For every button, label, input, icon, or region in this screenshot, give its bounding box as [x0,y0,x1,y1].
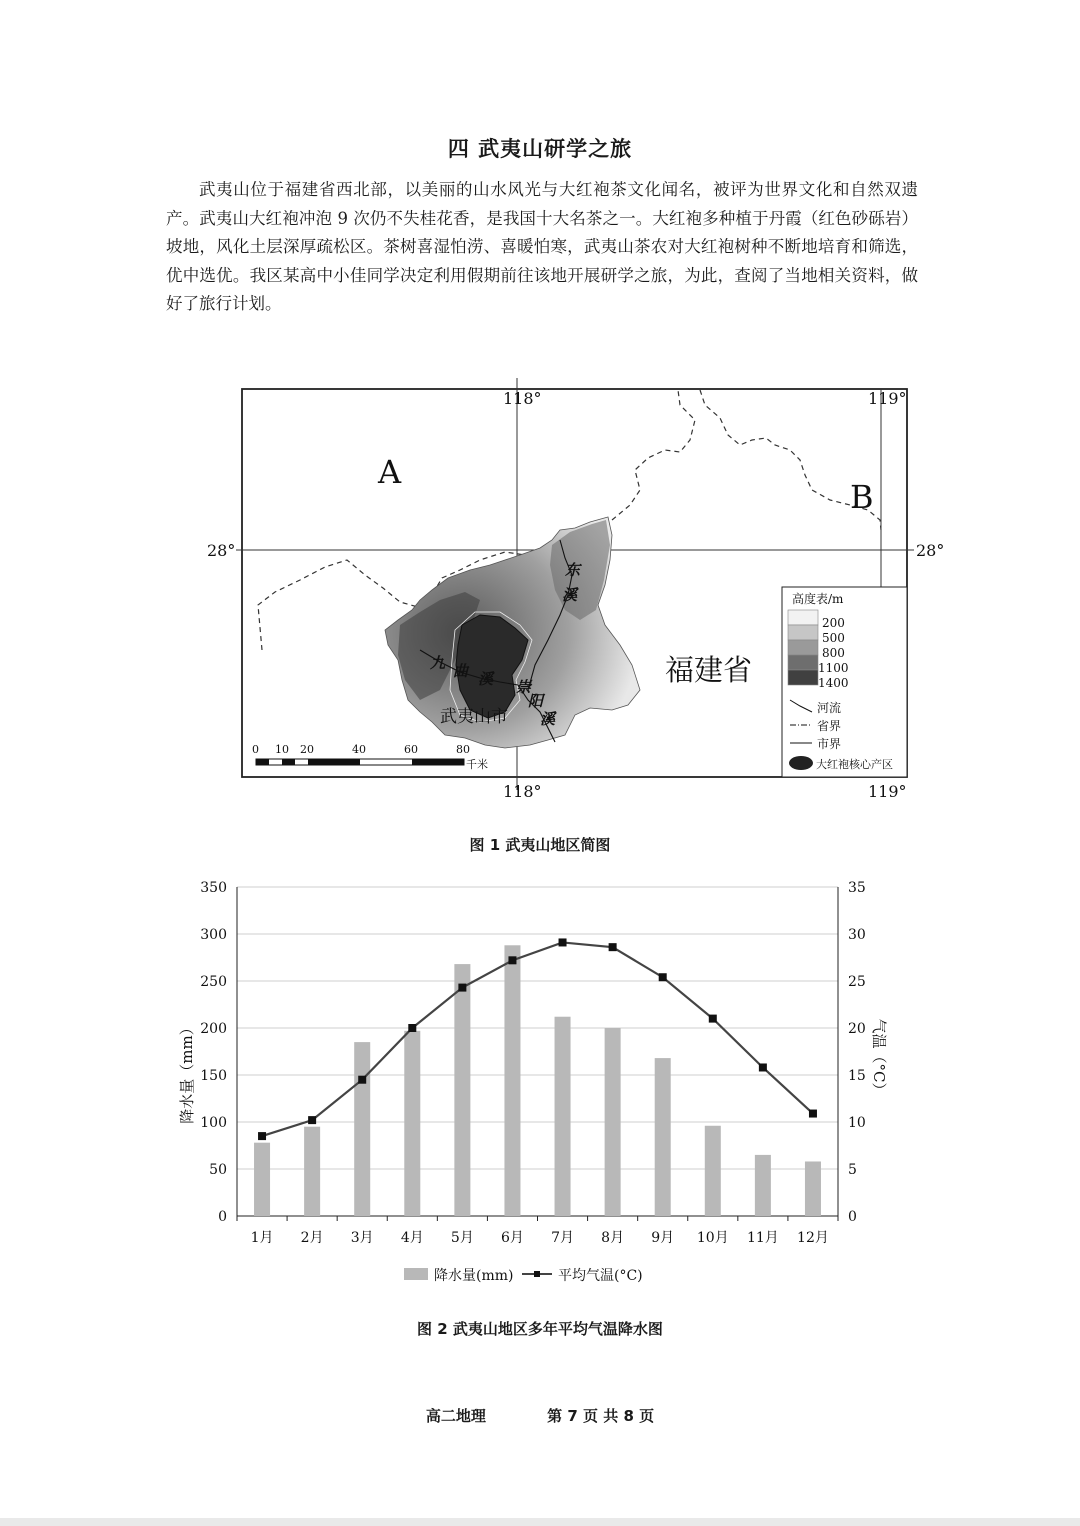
legend-title: 高度表/m [792,592,844,606]
temperature-point [308,1116,316,1124]
figure1-caption: 图 1 武夷山地区简图 [469,836,611,854]
legend-city-border: 市界 [817,737,842,751]
legend-core-area: 大红袍核心产区 [816,758,893,771]
scale-tick-20: 20 [300,743,314,756]
river-jiuquxi-label-1: 九 [430,654,446,672]
scale-tick-0: 0 [252,743,259,756]
legend-swatch-500 [788,625,818,640]
label-a: A [378,453,402,491]
temperature-point [559,938,567,946]
y-tick-label: 50 [209,1162,227,1178]
temperature-point [358,1076,366,1084]
x-tick-label: 8月 [601,1230,625,1246]
y2-tick-label: 20 [848,1021,866,1037]
lon-bottom-right: 119° [868,782,907,800]
label-b: B [850,478,874,516]
x-tick-label: 6月 [500,1230,524,1246]
legend-swatch-1400 [788,670,818,685]
legend-level-200: 200 [822,616,845,630]
temperature-point [408,1024,416,1032]
city-label: 武夷山市 [440,707,508,727]
temperature-point [609,943,617,951]
x-tick-label: 2月 [300,1230,324,1246]
y-axis-title: 降水量（mm） [178,1020,196,1124]
legend-level-800: 800 [822,646,845,660]
precip-bar [504,945,520,1216]
lat-right: 28° [916,541,945,560]
legend-swatch-800 [788,640,818,655]
x-tick-label: 4月 [400,1230,424,1246]
province-label: 福建省 [665,653,753,687]
y2-tick-label: 5 [848,1162,857,1178]
temperature-point [709,1015,717,1023]
legend-swatch-1100 [788,655,818,670]
footer-subject: 高二地理 [425,1407,486,1425]
precip-bar [605,1028,621,1216]
precip-bar [655,1058,671,1216]
map-legend [782,587,907,777]
page-footer [0,1405,1080,1426]
y2-tick-label: 25 [848,974,866,990]
bottom-edge [0,1518,1080,1526]
precip-bar [254,1143,270,1216]
river-dongxi-label-2: 溪 [562,586,578,604]
x-tick-label: 1月 [250,1230,274,1246]
figure2-caption: 图 2 武夷山地区多年平均气温降水图 [417,1320,663,1338]
y-tick-label: 100 [200,1115,227,1131]
legend-level-1100: 1100 [818,661,849,675]
scale-tick-40: 40 [352,743,366,756]
river-jiuquxi-label-2: 曲 [453,662,469,680]
temperature-line [262,942,813,1136]
x-tick-label: 5月 [450,1230,474,1246]
legend-bar-label: 降水量(mm) [434,1268,514,1284]
temperature-point [508,956,516,964]
scale-tick-60: 60 [404,743,418,756]
precip-bar [404,1031,420,1216]
y2-tick-label: 10 [848,1115,866,1131]
temperature-point [809,1110,817,1118]
legend-province-border: 省界 [817,719,842,733]
precip-bar [705,1126,721,1216]
legend-line-marker [534,1271,540,1277]
x-tick-label: 9月 [651,1230,675,1246]
precip-bar [454,964,470,1216]
river-jiuquxi-label-3: 溪 [478,670,494,688]
y-tick-label: 0 [218,1209,227,1225]
y2-axis-title: 气温（°C） [870,1018,888,1098]
temperature-point [759,1063,767,1071]
x-tick-label: 3月 [350,1230,374,1246]
y-tick-label: 350 [200,880,227,896]
x-tick-label: 10月 [696,1230,729,1246]
river-chongyangxi-label-1: 崇 [516,678,532,696]
scale-unit: 千米 [466,758,488,771]
footer-page: 第 7 页 共 8 页 [547,1407,655,1425]
y2-tick-label: 0 [848,1209,857,1225]
scale-tick-80: 80 [456,743,470,756]
climate-chart [160,870,920,1290]
precip-bar [354,1042,370,1216]
intro-paragraph [166,176,918,319]
y2-tick-label: 15 [848,1068,866,1084]
intro-text: 武夷山位于福建省西北部，以美丽的山水风光与大红袍茶文化闻名，被评为世界文化和自然双遗产。武夷山大红袍冲泡 9 次仍不失桂花香，是我国十大名茶之一。大红袍多种植于丹霞（红色砂砾岩）坡地，风化土层深厚疏松区。茶树喜湿怕涝、喜暖怕寒，武夷山茶农对大红袍树种不断地培育和筛选，优中选优。我区某高中小佳同学决定利用假期前往该地开展研学之旅，为此，查阅了当地相关资料，做好了旅行计划。 [166,180,918,313]
y-tick-label: 250 [200,974,227,990]
legend-bar-swatch [404,1268,428,1280]
river-chongyangxi-label-2: 阳 [528,692,544,710]
lon-top-right: 119° [868,389,907,408]
legend-swatch-200 [788,610,818,625]
temperature-point [458,984,466,992]
lon-bottom-left: 118° [503,782,542,800]
river-dongxi-label-1: 东 [565,561,581,579]
legend-river: 河流 [817,701,842,715]
temperature-point [258,1132,266,1140]
legend-level-1400: 1400 [818,676,849,690]
precip-bar [805,1161,821,1216]
y-tick-label: 150 [200,1068,227,1084]
precip-bar [755,1155,771,1216]
temperature-point [659,973,667,981]
lat-left: 28° [207,541,236,560]
legend-line-label: 平均气温(°C) [558,1268,643,1284]
x-tick-label: 11月 [746,1230,779,1246]
y-tick-label: 300 [200,927,227,943]
x-tick-label: 7月 [551,1230,575,1246]
legend-level-500: 500 [822,631,845,645]
river-chongyangxi-label-3: 溪 [540,710,556,728]
section-title: 四 武夷山研学之旅 [447,136,633,161]
legend-core-icon [789,756,813,770]
y2-tick-label: 35 [848,880,866,896]
x-tick-label: 12月 [797,1230,829,1246]
scale-tick-10: 10 [275,743,289,756]
y2-tick-label: 30 [848,927,866,943]
map-figure [200,360,960,800]
precip-bar [555,1017,571,1216]
precip-bar [304,1127,320,1216]
lon-top-left: 118° [503,389,542,408]
y-tick-label: 200 [200,1021,227,1037]
